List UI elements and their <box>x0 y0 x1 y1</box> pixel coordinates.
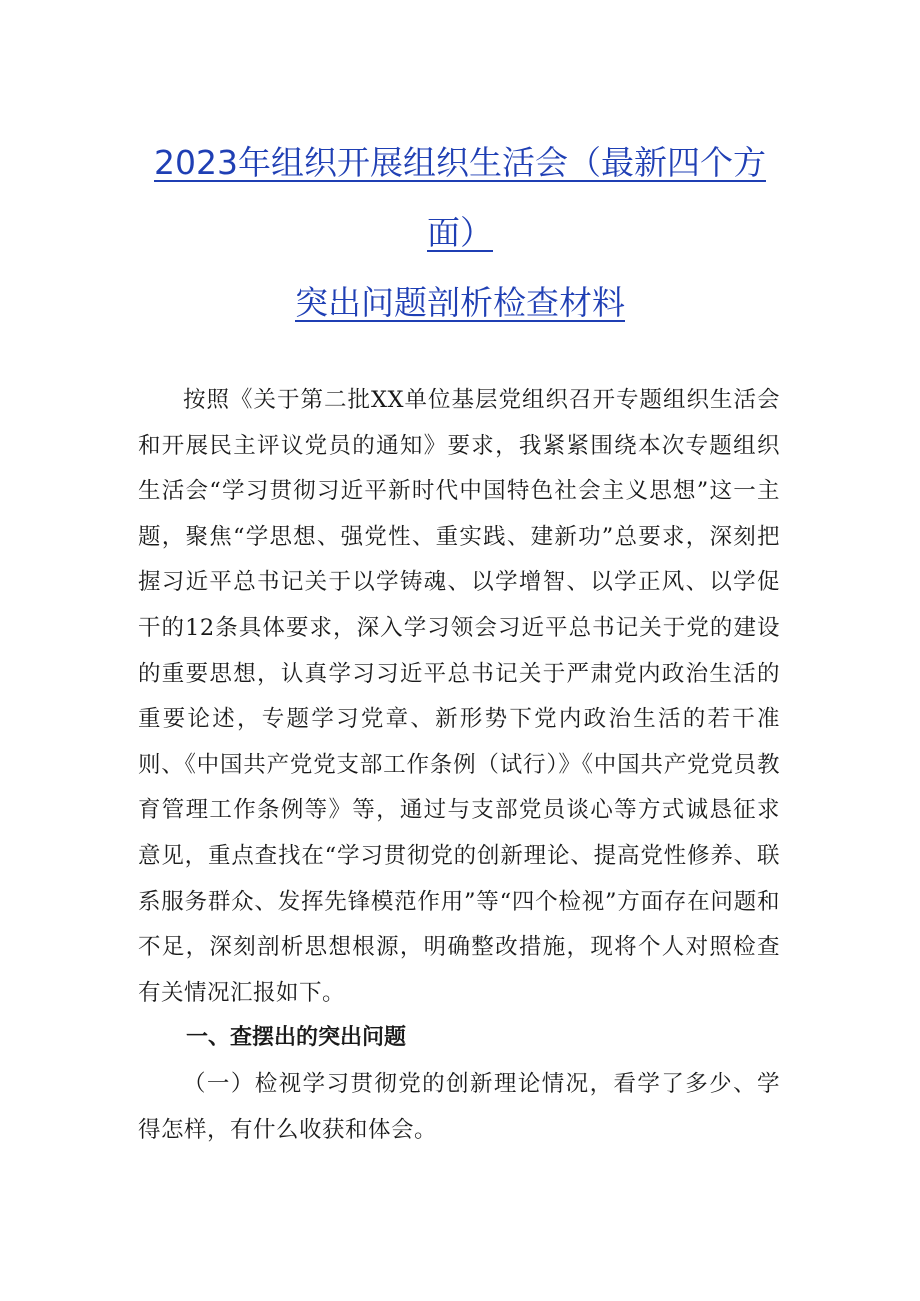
section-heading: 一、查摆出的突出问题 <box>186 1025 407 1050</box>
title-line-3: 突出问题剖析检查材料 <box>295 283 625 322</box>
document-title <box>130 128 790 338</box>
title-line-2: 面） <box>427 213 493 252</box>
subsection-paragraph: （一）检视学习贯彻党的创新理论情况，看学了多少、学得怎样，有什么收获和体会。 <box>138 1071 780 1143</box>
title-line-1: 2023年组织开展组织生活会（最新四个方 <box>154 143 766 182</box>
intro-body <box>138 378 780 1016</box>
intro-paragraph: 按照《关于第二批XX单位基层党组织召开专题组织生活会和开展民主评议党员的通知》要求，我紧紧围绕本次专题组织生活会“学习贯彻习近平新时代中国特色社会主义思想”这一主题，聚焦“学思想、强党性、重实践、建新功”总要求，深刻把握习近平总书记关于以学铸魂、以学增智、以学正风、以学促干的12条具体要求，深入学习领会习近平总书记关于党的建设的重要思想，认真学习习近平总书记关于严肃党内政治生活的重要论述，专题学习党章、新形势下党内政治生活的若干准则、《中国共产党党支部工作条例（试行）》《中国共产党党员教育管理工作条例等》等，通过与支部党员谈心等方式诚恳征求意见，重点查找在“学习贯彻党的创新理论、提高党性修养、联系服务群众、发挥先锋模范作用”等“四个检视”方面存在问题和不足，深刻剖析思想根源，明确整改措施，现将个人对照检查有关情况汇报如下。 <box>138 387 780 1006</box>
